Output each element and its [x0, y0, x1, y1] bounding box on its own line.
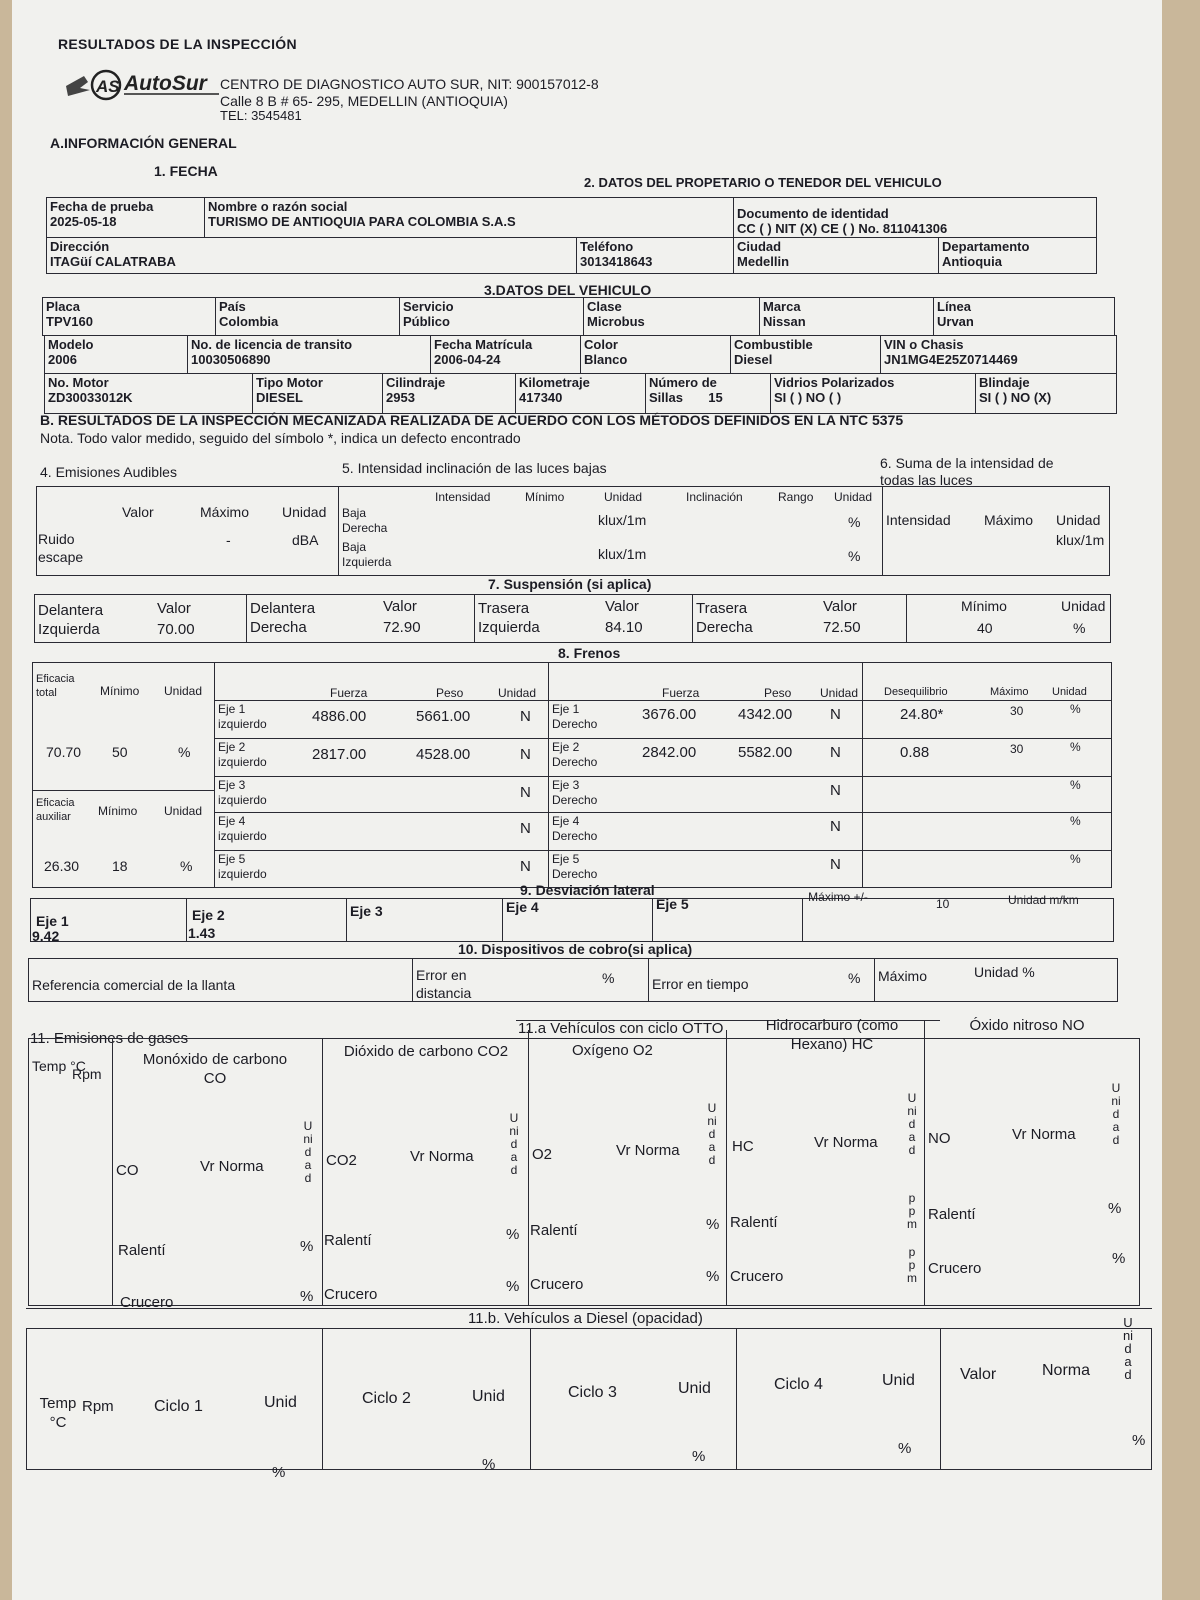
ruido-valor-header: Valor — [122, 504, 154, 520]
suspension-table — [34, 594, 1111, 643]
freno-eje2-izq-unit: N — [520, 746, 531, 763]
telefono-cell: Teléfono 3013418643 — [577, 238, 734, 274]
eficacia-aux-value: 26.30 — [44, 858, 80, 874]
autosur-logo — [64, 68, 224, 104]
freno-eje1-izq-label: Eje 1 izquierdo — [218, 702, 267, 731]
o2-ralenti: Ralentí — [530, 1222, 578, 1239]
freno-eje1-izq-unit: N — [520, 708, 531, 725]
frenos-max-header: Máximo — [990, 686, 1029, 698]
combustible-cell: Combustible Diesel — [731, 336, 881, 374]
otto-rpm-label: Rpm — [72, 1066, 102, 1082]
freno-eje4-pct: % — [1070, 814, 1081, 828]
fecha-title: 1. FECHA — [154, 163, 218, 179]
placa-cell: Placa TPV160 — [43, 298, 216, 336]
general-info-table — [46, 197, 1097, 274]
freno-eje5-izq-unit: N — [520, 858, 531, 875]
co-label: CO — [116, 1162, 139, 1179]
hc-title: Hidrocarburo (como Hexano) HC — [765, 1017, 899, 1053]
luces-header-inclinacion: Inclinación — [686, 490, 743, 504]
eficacia-aux-pct: % — [180, 858, 193, 874]
ruido-unidad-header: Unidad — [282, 504, 327, 520]
hc-unidad-vertical: Unidad — [907, 1091, 917, 1157]
fecha-cell: Fecha de prueba 2025-05-18 — [47, 198, 205, 238]
baja-izquierda-unit2: % — [848, 548, 861, 564]
freno-eje1-izq-peso: 5661.00 — [416, 708, 471, 725]
ruido-maximo-header: Máximo — [200, 504, 250, 520]
diesel-ciclo1: Ciclo 1 — [154, 1398, 203, 1415]
freno-eje2-der-label: Eje 2 Derecho — [552, 740, 598, 769]
baja-derecha-label: Baja Derecha — [342, 506, 388, 535]
section-b-title: B. RESULTADOS DE LA INSPECCIÓN MECANIZADA REALIZADA DE ACUERDO CON LOS MÉTODOS DEFINIDOS EN LA NTC 5375 — [40, 412, 904, 428]
vidrios-cell: Vidrios Polarizados SI ( ) NO ( ) — [771, 374, 976, 414]
kilometraje-cell: Kilometraje 417340 — [516, 374, 646, 414]
diesel-temp-label: Temp °C — [39, 1395, 77, 1431]
freno-eje2-der-peso: 5582.00 — [738, 744, 793, 761]
report-title: RESULTADOS DE LA INSPECCIÓN — [58, 36, 297, 52]
o2-crucero: Crucero — [530, 1276, 584, 1293]
suspension-tras-izq: Trasera Izquierda Valor 84.10 — [475, 595, 693, 643]
eficacia-total-min-header: Mínimo — [100, 684, 140, 698]
freno-eje5-izq-label: Eje 5 izquierdo — [218, 852, 267, 881]
documento-cell: Documento de identidad CC ( ) NIT (X) CE ( ) No. 811041306 — [734, 198, 1097, 238]
desviacion-eje3-label: Eje 3 — [350, 903, 383, 919]
hc-ralenti: Ralentí — [730, 1214, 778, 1231]
freno-eje2-der-fuerza: 2842.00 — [642, 744, 697, 761]
freno-eje5-pct: % — [1070, 852, 1081, 866]
eficacia-total-min: 50 — [112, 744, 128, 760]
baja-izquierda-unit: klux/1m — [598, 546, 647, 562]
suspension-del-der: Delantera Derecha Valor 72.90 — [247, 595, 475, 643]
cobro-error-distancia-label: Error en distancia — [416, 967, 472, 1001]
diesel-ciclo4: Ciclo 4 — [774, 1376, 823, 1393]
nombre-cell: Nombre o razón social TURISMO DE ANTIOQUIA PARA COLOMBIA S.A.S — [205, 198, 734, 238]
diesel-ciclo1-pct: % — [272, 1464, 286, 1481]
freno-eje5-der-unit: N — [830, 856, 841, 873]
suspension-del-izq: Delantera Izquierda Valor 70.00 — [35, 595, 247, 643]
o2-label: O2 — [532, 1146, 553, 1163]
center-phone: TEL: 3545481 — [220, 108, 302, 123]
vehicle-table-row3 — [44, 373, 1117, 414]
ciudad-cell: Ciudad Medellin — [734, 238, 939, 274]
inspection-sheet — [12, 0, 1162, 1600]
no-title: Óxido nitroso NO — [969, 1017, 1085, 1034]
co-crucero: Crucero — [120, 1294, 174, 1311]
freno-eje1-der-unit: N — [830, 706, 841, 723]
desviacion-title: 9. Desviación lateral — [520, 882, 655, 898]
luces-header-rango: Rango — [778, 490, 814, 504]
suma-intensidad-header: Intensidad — [886, 512, 951, 528]
luces-header-intensidad: Intensidad — [435, 490, 491, 504]
baja-derecha-unit2: % — [848, 514, 861, 530]
luces-header-minimo: Mínimo — [525, 490, 565, 504]
freno-eje2-izq-fuerza: 2817.00 — [312, 746, 367, 763]
eficacia-total-unit-header: Unidad — [164, 684, 203, 698]
diesel-ciclo2: Ciclo 2 — [362, 1390, 411, 1407]
modelo-cell: Modelo 2006 — [45, 336, 188, 374]
departamento-cell: Departamento Antioquia — [939, 238, 1097, 274]
hc-ppm-vertical-2: ppm — [907, 1245, 917, 1285]
cobro-title: 10. Dispositivos de cobro(si aplica) — [458, 941, 693, 957]
freno-eje2-deseq: 0.88 — [900, 744, 930, 761]
freno-eje1-der-fuerza: 3676.00 — [642, 706, 697, 723]
co2-ralenti-pct: % — [506, 1226, 520, 1243]
eficacia-aux-label: Eficacia auxiliar — [36, 797, 75, 823]
freno-eje2-izq-peso: 4528.00 — [416, 746, 471, 763]
co2-vr-norma: Vr Norma — [410, 1148, 474, 1165]
emisiones-luces-box — [36, 486, 1110, 576]
suma-unit: klux/1m — [1056, 532, 1105, 548]
section-b-note: Nota. Todo valor medido, seguido del símbolo *, indica un defecto encontrado — [40, 430, 521, 446]
center-address: Calle 8 B # 65- 295, MEDELLIN (ANTIOQUIA) — [220, 93, 508, 109]
freno-eje3-pct: % — [1070, 778, 1081, 792]
diesel-ciclo1-unid: Unid — [264, 1394, 297, 1411]
eficacia-total-label: Eficacia total — [36, 673, 75, 699]
hc-vr-norma: Vr Norma — [814, 1134, 878, 1151]
diesel-title: 11.b. Vehículos a Diesel (opacidad) — [468, 1310, 703, 1327]
co-ralenti-pct: % — [300, 1238, 314, 1255]
freno-eje3-izq-unit: N — [520, 784, 531, 801]
color-cell: Color Blanco — [581, 336, 731, 374]
desviacion-unit: Unidad m/km — [1008, 893, 1079, 907]
owner-title: 2. DATOS DEL PROPETARIO O TENEDOR DEL VEHICULO — [584, 175, 942, 190]
suspension-title: 7. Suspensión (si aplica) — [488, 576, 652, 592]
co2-label: CO2 — [326, 1152, 357, 1169]
desviacion-max-label: Máximo +/- — [808, 890, 868, 904]
o2-vr-norma: Vr Norma — [616, 1142, 680, 1159]
center-name: CENTRO DE DIAGNOSTICO AUTO SUR, NIT: 900157012-8 — [220, 76, 599, 92]
cobro-unit-label: Unidad % — [974, 964, 1035, 980]
eficacia-total-pct: % — [178, 744, 191, 760]
servicio-cell: Servicio Público — [400, 298, 584, 336]
freno-eje4-izq-label: Eje 4 izquierdo — [218, 814, 267, 843]
frenos-fuerza-header-right: Fuerza — [662, 686, 700, 700]
fecha-matricula-cell: Fecha Matrícula 2006-04-24 — [431, 336, 581, 374]
desviacion-max-value: 10 — [936, 897, 950, 911]
co2-unidad-vertical: Unidad — [509, 1111, 519, 1177]
eficacia-total-value: 70.70 — [46, 744, 82, 760]
suma-maximo-header: Máximo — [984, 512, 1034, 528]
freno-eje3-der-label: Eje 3 Derecho — [552, 778, 598, 807]
no-ralenti-pct: % — [1108, 1200, 1122, 1217]
marca-cell: Marca Nissan — [760, 298, 934, 336]
desviacion-eje5-label: Eje 5 — [656, 896, 689, 912]
baja-derecha-unit: klux/1m — [598, 512, 647, 528]
co-crucero-pct: % — [300, 1288, 314, 1305]
no-label: NO — [928, 1130, 951, 1147]
desviacion-eje2-label: Eje 2 — [192, 907, 225, 923]
licencia-cell: No. de licencia de transito 10030506890 — [188, 336, 431, 374]
baja-izquierda-label: Baja Izquierda — [342, 540, 392, 569]
diesel-ciclo2-unid: Unid — [472, 1388, 505, 1405]
o2-crucero-pct: % — [706, 1268, 720, 1285]
co2-title: Dióxido de carbono CO2 — [343, 1043, 509, 1060]
co-vr-norma: Vr Norma — [200, 1158, 264, 1175]
o2-unidad-vertical: Unidad — [707, 1101, 717, 1167]
o2-title: Oxígeno O2 — [572, 1042, 653, 1059]
no-crucero: Crucero — [928, 1260, 982, 1277]
freno-eje1-izq-fuerza: 4886.00 — [312, 708, 367, 725]
freno-eje1-pct: % — [1070, 702, 1081, 716]
cobro-referencia-label: Referencia comercial de la llanta — [32, 977, 236, 993]
hc-crucero: Crucero — [730, 1268, 784, 1285]
co-ralenti: Ralentí — [118, 1242, 166, 1259]
freno-eje2-izq-label: Eje 2 izquierdo — [218, 740, 267, 769]
no-crucero-pct: % — [1112, 1250, 1126, 1267]
cobro-max-label: Máximo — [878, 968, 928, 984]
eficacia-aux-min-header: Mínimo — [98, 804, 138, 818]
ruido-unit-value: dBA — [292, 532, 319, 548]
linea-cell: Línea Urvan — [934, 298, 1115, 336]
diesel-ciclo3: Ciclo 3 — [568, 1384, 617, 1401]
frenos-unit-header: Unidad — [1052, 686, 1087, 698]
no-unidad-vertical: Unidad — [1111, 1081, 1121, 1147]
o2-ralenti-pct: % — [706, 1216, 720, 1233]
desviacion-eje1-label: Eje 1 — [36, 913, 69, 929]
suspension-minimo: Mínimo Unidad 40 % — [907, 595, 1111, 643]
suma-unidad-header: Unidad — [1056, 512, 1101, 528]
ruido-max-value: - — [226, 532, 231, 548]
luces-title: 5. Intensidad inclinación de las luces bajas — [342, 460, 607, 476]
blindaje-cell: Blindaje SI ( ) NO (X) — [976, 374, 1117, 414]
diesel-norma: Norma — [1042, 1362, 1091, 1379]
freno-eje1-der-label: Eje 1 Derecho — [552, 702, 598, 731]
freno-eje4-der-label: Eje 4 Derecho — [552, 814, 598, 843]
ruido-escape-label: Ruido escape — [38, 531, 84, 565]
sillas-cell: Número de Sillas 15 — [646, 374, 771, 414]
co2-ralenti: Ralentí — [324, 1232, 372, 1249]
no-vr-norma: Vr Norma — [1012, 1126, 1076, 1143]
cilindraje-cell: Cilindraje 2953 — [383, 374, 516, 414]
freno-eje3-izq-label: Eje 3 izquierdo — [218, 778, 267, 807]
cobro-error-tiempo-label: Error en tiempo — [652, 976, 749, 992]
freno-eje4-der-unit: N — [830, 818, 841, 835]
diesel-ciclo4-unid: Unid — [882, 1372, 915, 1389]
freno-eje2-der-unit: N — [830, 744, 841, 761]
otto-title: 11.a Vehículos con ciclo OTTO — [518, 1020, 724, 1037]
diesel-valor-pct: % — [1132, 1432, 1146, 1449]
vin-cell: VIN o Chasis JN1MG4E25Z0714469 — [881, 336, 1117, 374]
diesel-unidad-vertical: Unidad — [1122, 1315, 1134, 1382]
otto-temp-label: Temp °C — [32, 1058, 86, 1074]
freno-eje5-der-label: Eje 5 Derecho — [552, 852, 598, 881]
desviacion-eje4-label: Eje 4 — [506, 899, 539, 915]
freno-eje1-der-peso: 4342.00 — [738, 706, 793, 723]
diesel-valor: Valor — [960, 1366, 997, 1383]
frenos-deseq-header: Desequilibrio — [884, 686, 948, 698]
no-ralenti: Ralentí — [928, 1206, 976, 1223]
vehicle-table-row2 — [44, 335, 1117, 374]
co2-crucero-pct: % — [506, 1278, 520, 1295]
cobro-error-distancia-pct: % — [602, 970, 615, 986]
pais-cell: País Colombia — [216, 298, 400, 336]
freno-eje3-der-unit: N — [830, 782, 841, 799]
eficacia-aux-min: 18 — [112, 858, 128, 874]
frenos-title: 8. Frenos — [558, 645, 621, 661]
frenos-fuerza-header-left: Fuerza — [330, 686, 368, 700]
hc-ppm-vertical-1: ppm — [907, 1191, 917, 1231]
freno-eje4-izq-unit: N — [520, 820, 531, 837]
motor-cell: No. Motor ZD30033012K — [45, 374, 253, 414]
cobro-error-tiempo-pct: % — [848, 970, 861, 986]
luces-header-unidad2: Unidad — [834, 490, 873, 504]
section-a-title: A.INFORMACIÓN GENERAL — [50, 135, 237, 151]
co2-crucero: Crucero — [324, 1286, 378, 1303]
emisiones-audibles-title: 4. Emisiones Audibles — [40, 464, 177, 480]
frenos-unidad-header-left: Unidad — [498, 686, 537, 700]
direccion-cell: Dirección ITAGüí CALATRABA — [47, 238, 577, 274]
frenos-peso-header-right: Peso — [764, 686, 792, 700]
co-title: Monóxido de carbono CO — [142, 1051, 288, 1087]
frenos-unidad-header-right: Unidad — [820, 686, 859, 700]
vehicle-table-row1 — [42, 297, 1115, 336]
freno-eje1-max: 30 — [1010, 704, 1024, 718]
freno-eje1-deseq: 24.80* — [900, 706, 944, 723]
freno-eje2-pct: % — [1070, 740, 1081, 754]
suma-luces-title: 6. Suma de la intensidad de todas las luces — [880, 455, 1054, 488]
suspension-tras-der: Trasera Derecha Valor 72.50 — [693, 595, 907, 643]
diesel-ciclo2-pct: % — [482, 1456, 496, 1473]
tipo-motor-cell: Tipo Motor DIESEL — [253, 374, 383, 414]
frenos-peso-header-left: Peso — [436, 686, 464, 700]
gases-title: 11. Emisiones de gases — [30, 1030, 189, 1047]
freno-eje2-max: 30 — [1010, 742, 1024, 756]
diesel-ciclo4-pct: % — [898, 1440, 912, 1457]
co-unidad-vertical: Unidad — [303, 1119, 313, 1185]
hc-label: HC — [732, 1138, 754, 1155]
diesel-rpm-label: Rpm — [82, 1398, 114, 1415]
desviacion-eje2-value: 1.43 — [188, 925, 216, 941]
clase-cell: Clase Microbus — [584, 298, 760, 336]
vehicle-title: 3.DATOS DEL VEHICULO — [484, 282, 652, 298]
logo-text: AutoSur — [124, 72, 207, 95]
eficacia-aux-unit-header: Unidad — [164, 804, 203, 818]
luces-header-unidad: Unidad — [604, 490, 643, 504]
diesel-ciclo3-unid: Unid — [678, 1380, 711, 1397]
diesel-ciclo3-pct: % — [692, 1448, 706, 1465]
desviacion-eje1-value: 9.42 — [32, 928, 60, 944]
logo-initials: AS — [96, 77, 120, 96]
